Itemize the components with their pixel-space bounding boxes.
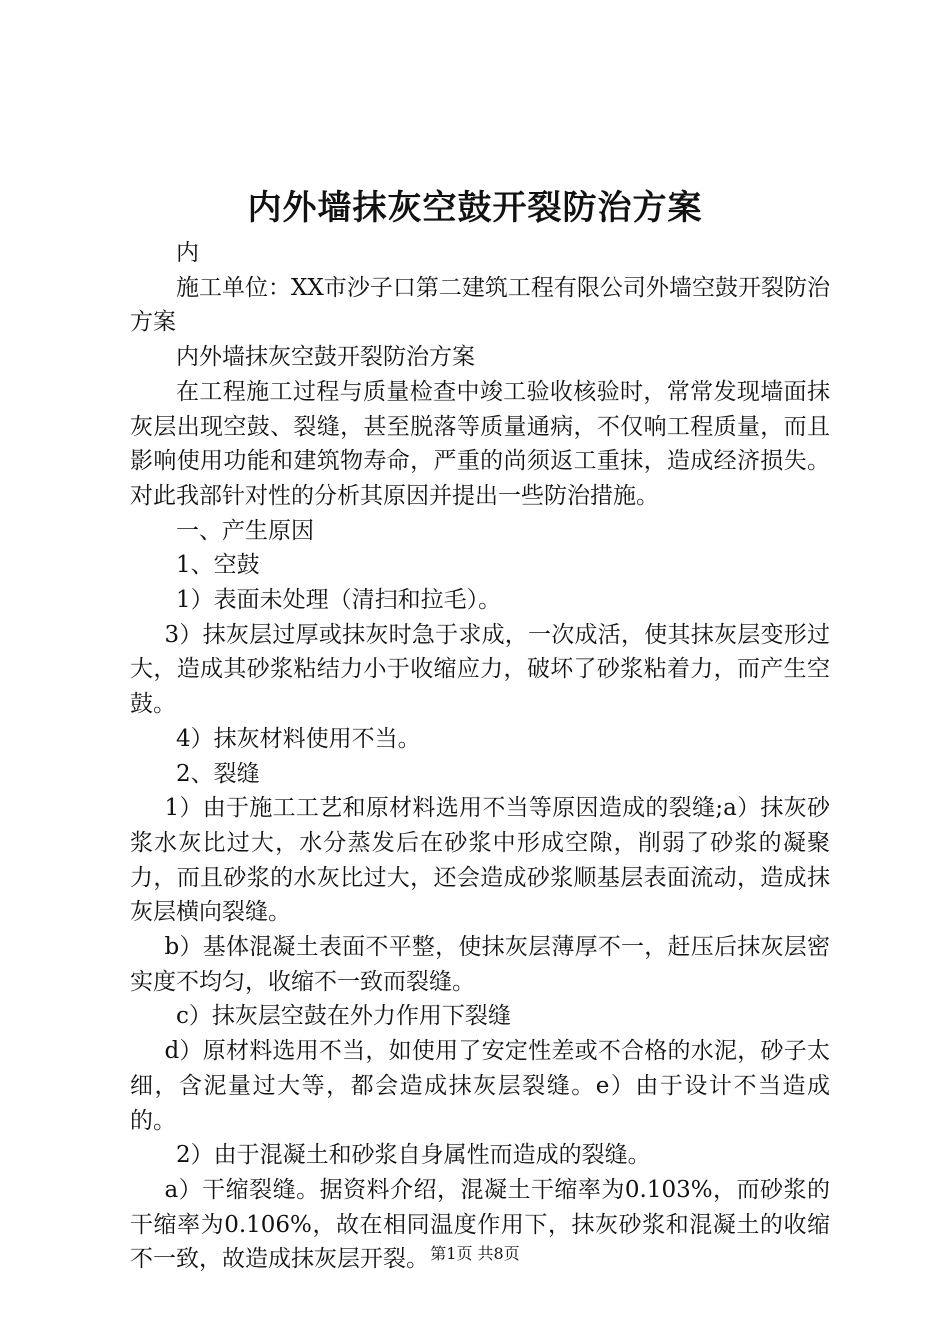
paragraph: 3）抹灰层过厚或抹灰时急于求成，一次成活，使其抹灰层变形过大，造成其砂浆粘结力小于收缩应力，破坏了砂浆粘着力，而产生空鼓。 bbox=[130, 621, 830, 718]
paragraph: 1）表面未处理（清扫和拉毛）。 bbox=[176, 587, 502, 614]
document-title: 内外墙抹灰空鼓开裂防治方案 bbox=[247, 188, 703, 228]
paragraph: 在工程施工过程与质量检查中竣工验收核验时，常常发现墙面抹灰层出现空鼓、裂缝，甚至脱落等质量通病，不仅响工程质量，而且影响使用功能和建筑物寿命，严重的尚须返工重抹，造成经济损失。对此我部针对性的分析其原因并提出一些防治措施。 bbox=[130, 378, 830, 509]
subsection-heading: 1、空鼓 bbox=[176, 552, 260, 579]
page-number-footer: 第1页 共8页 bbox=[430, 1244, 520, 1263]
paragraph: 施工单位：XX市沙子口第二建筑工程有限公司外墙空鼓开裂防治方案 bbox=[130, 274, 830, 336]
paragraph: c）抹灰层空鼓在外力作用下裂缝 bbox=[176, 1003, 511, 1030]
paragraph: b）基体混凝土表面不平整，使抹灰层薄厚不一，赶压后抹灰层密实度不均匀，收缩不一致而裂缝。 bbox=[130, 934, 830, 995]
document-body bbox=[130, 236, 830, 1277]
paragraph: d）原材料选用不当，如使用了安定性差或不合格的水泥，砂子太细，含泥量过大等，都会造成抹灰层裂缝。e）由于设计不当造成的。 bbox=[130, 1038, 830, 1134]
paragraph: 4）抹灰材料使用不当。 bbox=[176, 725, 421, 752]
paragraph: 内 bbox=[176, 240, 199, 266]
paragraph: 内外墙抹灰空鼓开裂防治方案 bbox=[176, 344, 475, 371]
paragraph: a）干缩裂缝。据资料介绍，混凝土干缩率为0.103%，而砂浆的干缩率为0.106%，故在相同温度作用下，抹灰砂浆和混凝土的收缩不一致，故造成抹灰层开裂。 bbox=[130, 1176, 830, 1273]
subsection-heading: 2、裂缝 bbox=[176, 760, 260, 787]
paragraph: 2）由于混凝土和砂浆自身属性而造成的裂缝。 bbox=[176, 1142, 651, 1169]
section-heading: 一、产生原因 bbox=[176, 517, 314, 544]
paragraph: 1）由于施工工艺和原材料选用不当等原因造成的裂缝;a）抹灰砂浆水灰比过大，水分蒸发后在砂浆中形成空隙，削弱了砂浆的凝聚力，而且砂浆的水灰比过大，还会造成砂浆顺基层表面流动，造成抹灰层横向裂缝。 bbox=[130, 795, 830, 926]
